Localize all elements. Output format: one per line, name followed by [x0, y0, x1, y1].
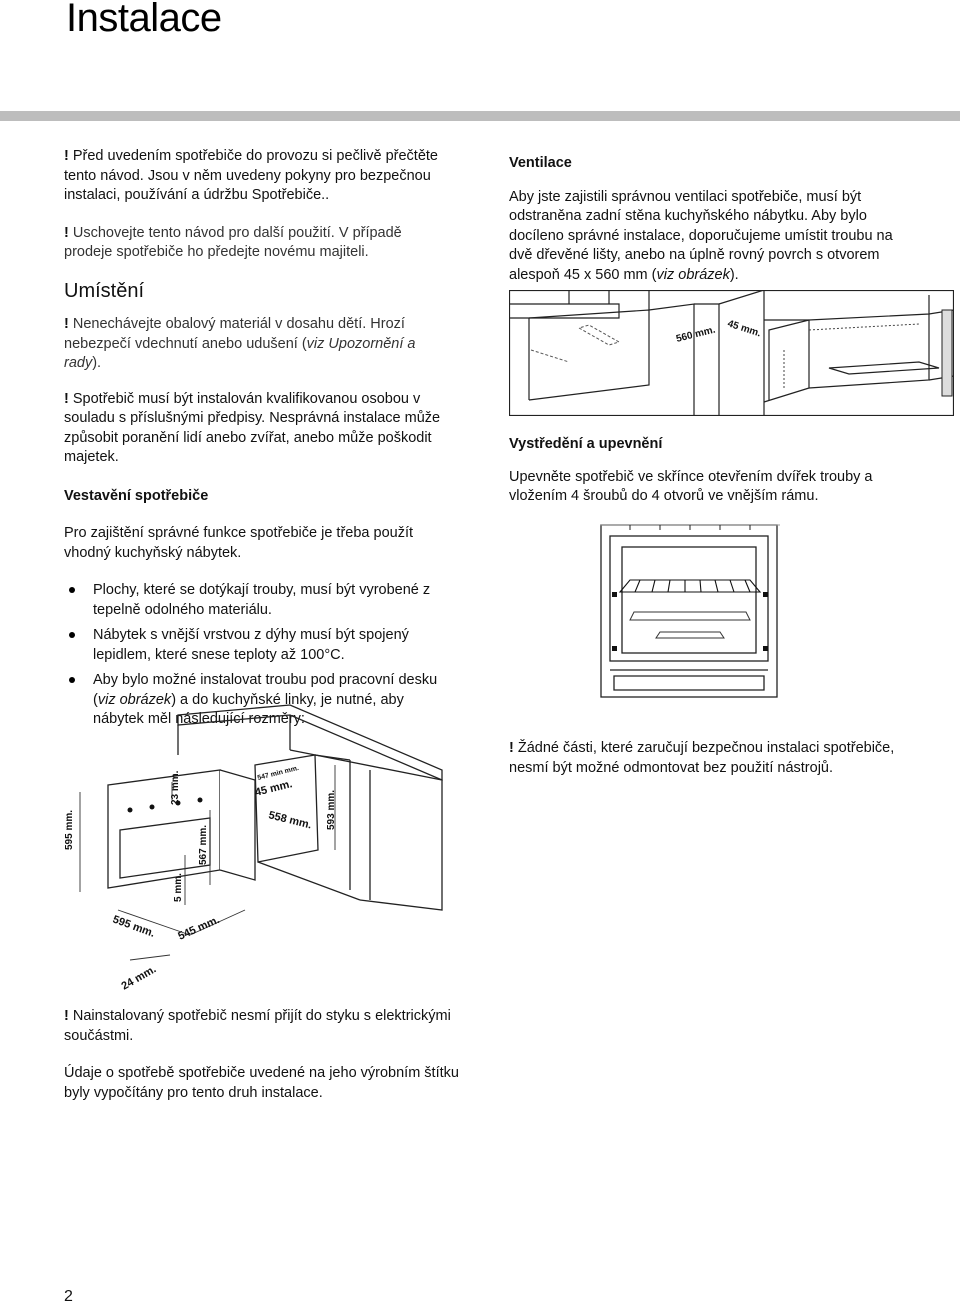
centering-text: Upevněte spotřebič ve skřínce otevřením dvířek trouby a vložením 4 šroubů do 4 otvorů ve vnějším rámu.	[509, 468, 873, 504]
warning-mark: !	[64, 316, 69, 332]
warning-keep-manual	[64, 224, 454, 263]
dim-45: 45 mm.	[253, 778, 294, 799]
warning-text: Spotřebič musí být instalován kvalifikovanou osobou v souladu s příslušnými předpisy. Nesprávná instalace může způsobit poranění lidí anebo zvířat, anebo může poškodit majetek.	[64, 390, 441, 465]
dim-560: 560 mm.	[675, 324, 717, 345]
warning-mark: !	[64, 224, 69, 241]
dim-595-width: 595 mm.	[110, 913, 157, 940]
dim-5: 5 mm.	[173, 873, 184, 902]
page-title: Instalace	[66, 0, 222, 40]
builtin-intro: Pro zajištění správné funkce spotřebiče je třeba použít vhodný kuchyňský nábytek.	[64, 525, 413, 561]
oven-fixing-figure	[600, 520, 780, 700]
cabinet-dimensions-figure	[60, 700, 450, 1000]
warning-text: Nainstalovaný spotřebič nesmí přijít do styku s elektrickými součástmi.	[64, 1008, 451, 1044]
list-item-text: Aby bylo možné instalovat troubu pod pracovní desku (	[93, 672, 438, 708]
list-item-reference: viz obrázek	[97, 691, 172, 708]
ventilation-figure	[509, 290, 954, 416]
warning-mark: !	[509, 740, 514, 756]
page-number: 2	[64, 1288, 73, 1305]
warning-text: Uschovejte tento návod pro další použití. V případě prodeje spotřebiče ho předejte novému majiteli.	[64, 224, 402, 260]
ventilation-text	[509, 188, 899, 286]
dim-595-height: 595 mm.	[64, 809, 75, 850]
warning-mark: !	[64, 390, 69, 407]
warning-reference: viz Upozornění a rady	[64, 335, 416, 371]
warning-read-manual	[64, 147, 454, 206]
left-column	[64, 147, 454, 736]
ventilation-section	[509, 154, 899, 285]
tools-warning-section	[509, 739, 899, 778]
warning-mark: !	[64, 1008, 69, 1024]
consumption-note: Údaje o spotřebě spotřebiče uvedené na jeho výrobním štítku byly vypočítány pro tento druh instalace.	[64, 1065, 459, 1101]
dim-558: 558 mm.	[267, 809, 313, 832]
ventilation-reference: viz obrázek	[656, 266, 730, 283]
ventilation-body: Aby jste zajistili správnou ventilaci spotřebiče, musí být odstraněna zadní stěna kuchyňského nábytku. Aby bylo docíleno správné instalace, doporučujeme umístit troubu na dvě dřevěné lišty, anebo na úplně rovný povrch s otvorem alespoň 45 x 560 mm (	[509, 188, 893, 283]
bottom-notes	[64, 1007, 464, 1103]
heading-centering: Vystředění a upevnění	[509, 436, 663, 452]
warning-tools	[509, 739, 899, 778]
list-item: Plochy, které se dotýkají trouby, musí být vyrobené z tepelně odolného materiálu.	[64, 581, 454, 620]
dim-545: 545 mm.	[176, 913, 222, 943]
warning-text: Žádné části, které zaručují bezpečnou instalaci spotřebiče, nesmí být možné odmontovat bez použití nástrojů.	[509, 740, 895, 776]
ventilation-body-end: ).	[729, 266, 739, 283]
warning-mark: !	[64, 148, 69, 164]
dim-45: 45 mm.	[726, 318, 763, 340]
warning-electrical	[64, 1007, 464, 1046]
warning-text-end: ).	[92, 355, 102, 371]
list-item-text-end: ) a do kuchyňské linky, je nutné, aby nábytek měl následující rozměry:	[93, 691, 404, 727]
heading-placement: Umístění	[64, 279, 145, 302]
dim-567: 567 mm.	[198, 824, 209, 865]
dim-23: 23 mm.	[170, 770, 181, 805]
list-item: Nábytek s vnější vrstvou z dýhy musí být spojený lepidlem, které snese teploty až 100°C.	[64, 626, 454, 665]
heading-builtin: Vestavění spotřebiče	[64, 487, 209, 504]
warning-text: Nenechávejte obalový materiál v dosahu dětí. Hrozí nebezpečí vdechnutí anebo udušení (	[64, 316, 405, 352]
dim-593: 593 mm.	[326, 789, 337, 830]
title-divider	[0, 111, 960, 121]
centering-section	[509, 435, 899, 507]
warning-text: Před uvedením spotřebiče do provozu si pečlivě přečtěte tento návod. Jsou v něm uvedeny pokyny pro bezpečnou instalaci, používání a údržbu Spotřebiče..	[64, 148, 438, 203]
warning-qualified-installer	[64, 390, 454, 468]
dim-24: 24 mm.	[119, 963, 159, 993]
heading-ventilation: Ventilace	[509, 155, 572, 171]
warning-packaging	[64, 315, 454, 374]
dim-547: 547 min mm.	[256, 764, 300, 782]
